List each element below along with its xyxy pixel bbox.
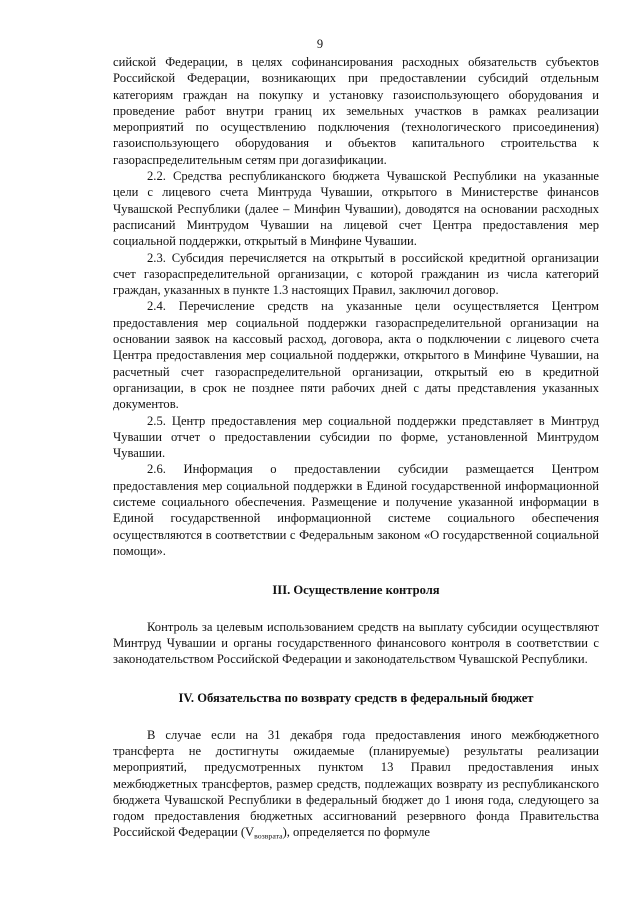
paragraph-continuation: сийской Федерации, в целях софинансирования расходных обязательств субъектов Российской Федерации, возникающих при предоставлении субсидий отдельным категориям граждан на покупку и установку газоиспользующего оборудования и проведение работ внутри границ их земельных участков в рамках реализации мероприятий по осуществлению подключения (технологического присоединения) газоиспользующего оборудования и объектов капитального строительства к газораспределительным сетям при догазификации.: [113, 55, 599, 167]
section-heading-control: III. Осуществление контроля: [272, 583, 440, 598]
paragraph-2-4: 2.4. Перечисление средств на указанные цели осуществляется Центром предоставления мер социальной поддержки газораспределительной организации на основании заявок на кассовый расход, договора, акта о подключении с лицевого счета Центра предоставления мер социальной поддержки, открытого в Минфине Чувашии, на расчетный счет газораспределительной организации, открытый ею в кредитной организации, в срок не позднее пяти рабочих дней с даты представления указанных документов.: [113, 299, 599, 412]
paragraph-2-3: 2.3. Субсидия перечисляется на открытый в российской кредитной организации счет газораспределительной организации, с которой гражданин из числа категорий граждан, указанных в пункте 1.3 настоящих Правил, заключил договор.: [113, 250, 599, 298]
paragraph-refund: [113, 727, 599, 841]
page-number: 9: [316, 37, 324, 51]
paragraph-control: Контроль за целевым использованием средств на выплату субсидии осуществляют Минтруд Чувашии и органы государственного финансового контроля в соответствии с законодательством Российской Федерации и законодательством Чувашской Республики.: [113, 619, 599, 667]
subscript-vozvrata: возврата: [254, 832, 283, 842]
section-heading-refund: IV. Обязательства по возврату средств в федеральный бюджет: [178, 691, 534, 706]
paragraph-2-6: 2.6. Информация о предоставлении субсидии размещается Центром предоставления мер социальной поддержки в Единой государственной информационной системе социального обеспечения. Размещение и получение указанной информации в Единой государственной информационной системе социального обеспечения осуществляются в соответствии с Федеральным законом «О государственной социальной помощи».: [113, 462, 599, 558]
paragraph-refund-text: В случае если на 31 декабря года предоставления иного межбюджетного трансферта не достигнуты ожидаемые (планируемые) результаты реализации мероприятий, предусмотренных пунктом 13 Правил предоставления иных межбюджетных трансфертов, размер средств, подлежащих возврату из республиканского бюджета Чувашской Республики в федеральный бюджет до 1 июня года, следующего за годом предоставления бюджетных ассигнований резервного фонда Правительства Российской Федерации (V: [113, 727, 599, 840]
paragraph-2-5: 2.5. Центр предоставления мер социальной поддержки представляет в Минтруд Чувашии отчет о предоставлении субсидии по форме, установленной Минтрудом Чувашии.: [113, 413, 599, 461]
paragraph-2-2: 2.2. Средства республиканского бюджета Чувашской Республики на указанные цели с лицевого счета Минтруда Чувашии, открытого в Министерстве финансов Чувашской Республики (далее – Минфин Чувашии), доводятся на основании расходных расписаний Минтрудом Чувашии на лицевой счет Центра предоставления мер социальной поддержки, открытый в Минфине Чувашии.: [113, 169, 599, 249]
paragraph-refund-tail: ), определяется по формуле: [282, 825, 430, 840]
document-body: [113, 54, 599, 841]
